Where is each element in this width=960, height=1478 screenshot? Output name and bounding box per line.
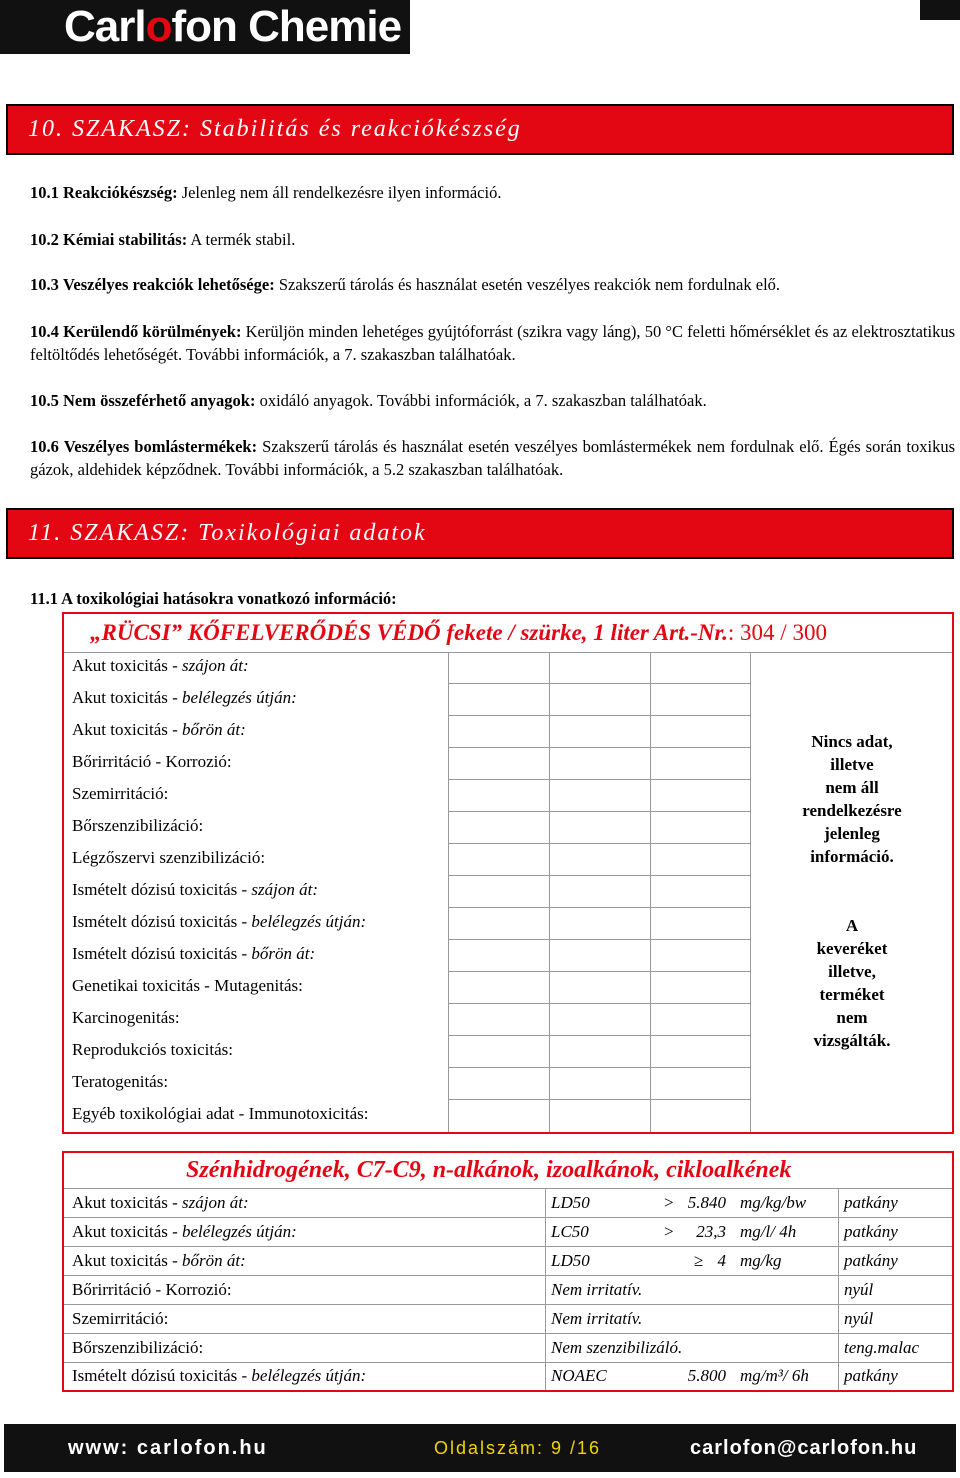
grid-line xyxy=(448,811,750,812)
grid-line xyxy=(448,747,750,748)
page-footer xyxy=(4,1424,956,1472)
item-10-2: 10.2 Kémiai stabilitás: A termék stabil. xyxy=(30,230,296,249)
product-row-7: Légzőszervi szenzibilizáció: xyxy=(72,848,266,867)
product-row-11: Genetikai toxicitás - Mutagenitás: xyxy=(72,976,303,995)
grid-line xyxy=(448,1003,750,1004)
item-10-4: 10.4 Kerülendő körülmények: Kerüljön minden lehetéges gyújtóforrást (szikra vagy láng), 50 °C feletti hőmérséklet és az elektrosztatikus feltöltődés lehetőségét. További információk, a 7. szakaszban találhatóak. xyxy=(30,322,956,364)
product-row-9: Ismételt dózisú toxicitás - belélegzés útján: xyxy=(72,912,367,931)
grid-line xyxy=(448,779,750,780)
grid-line xyxy=(448,971,750,972)
grid-line xyxy=(64,1362,952,1363)
product-row-1: Akut toxicitás - szájon át: xyxy=(72,656,249,675)
product-row-6: Bőrszenzibilizáció: xyxy=(72,816,204,835)
item-11-1: 11.1 A toxikológiai hatásokra vonatkozó információ: xyxy=(30,589,397,608)
grid-line xyxy=(448,843,750,844)
email-link[interactable]: carlofon@carlofon.hu xyxy=(690,1436,918,1459)
product-row-2: Akut toxicitás - belélegzés útján: xyxy=(72,688,297,707)
hydrocarbon-title: Szénhidrogének, C7-C9, n-alkánok, izoalkánok, cikloalkének xyxy=(186,1157,792,1183)
product-tox-title: „RÜCSI” KŐFELVERŐDÉS VÉDŐ fekete / szürke, 1 liter Art.-Nr.: 304 / 300 xyxy=(90,620,827,645)
product-row-12: Karcinogenitás: xyxy=(72,1008,180,1027)
grid-line xyxy=(64,1275,952,1276)
grid-line xyxy=(448,907,750,908)
company-logo: Carl o fon Chemie xyxy=(0,0,410,54)
grid-line xyxy=(448,1067,750,1068)
grid-line xyxy=(448,1099,750,1100)
section-11-heading: 11. SZAKASZ: Toxikológiai adatok xyxy=(6,508,954,559)
header-corner-bar xyxy=(920,0,960,20)
item-10-3: 10.3 Veszélyes reakciók lehetősége: Szakszerű tárolás és használat esetén veszélyes reakciók nem fordulnak elő. xyxy=(30,275,781,294)
no-data-note: Nincs adat, illetve nem áll rendelkezésre jelenleg információ. xyxy=(802,732,902,866)
grid-line xyxy=(64,1304,952,1305)
product-row-15: Egyéb toxikológiai adat - Immunotoxicitás: xyxy=(72,1104,369,1123)
grid-line xyxy=(448,875,750,876)
grid-line xyxy=(448,939,750,940)
website-link[interactable]: www: carlofon.hu xyxy=(68,1436,268,1459)
item-10-5: 10.5 Nem összeférhető anyagok: oxidáló anyagok. További információk, a 7. szakaszban találhatóak. xyxy=(30,391,707,410)
page-number: Oldalszám: 9 /16 xyxy=(434,1437,602,1458)
product-row-4: Bőrirritáció - Korrozió: xyxy=(72,752,232,771)
grid-line xyxy=(545,1188,546,1390)
grid-line xyxy=(448,715,750,716)
grid-line xyxy=(750,652,751,1132)
grid-line xyxy=(448,652,449,1132)
grid-line xyxy=(64,1246,952,1247)
grid-line xyxy=(448,683,750,684)
grid-line xyxy=(838,1188,839,1390)
section-10-heading: 10. SZAKASZ: Stabilitás és reakciókészség xyxy=(6,104,954,155)
grid-line xyxy=(549,652,550,1132)
product-row-5: Szemirritáció: xyxy=(72,784,169,803)
grid-line xyxy=(64,652,952,653)
product-row-10: Ismételt dózisú toxicitás - bőrön át: xyxy=(72,944,316,963)
grid-line xyxy=(448,1035,750,1036)
grid-line xyxy=(64,1217,952,1218)
product-row-8: Ismételt dózisú toxicitás - szájon át: xyxy=(72,880,318,899)
product-row-13: Reprodukciós toxicitás: xyxy=(72,1040,234,1059)
not-tested-note: A keveréket illetve, terméket nem vizsgálták. xyxy=(813,916,891,1050)
grid-line xyxy=(64,1333,952,1334)
item-10-1: 10.1 Reakciókészség: Jelenleg nem áll rendelkezésre ilyen információ. xyxy=(30,183,502,202)
product-row-14: Teratogenitás: xyxy=(72,1072,169,1091)
grid-line xyxy=(64,1188,952,1189)
item-10-6: 10.6 Veszélyes bomlástermékek: Szakszerű tárolás és használat esetén veszélyes bomlástermékek nem fordulnak elő. Égés során toxikus gázok, aldehidek képződnek. További információk, a 5.2 szakaszban találhatóak. xyxy=(30,437,955,479)
product-row-3: Akut toxicitás - bőrön át: xyxy=(72,720,246,739)
grid-line xyxy=(650,652,651,1132)
